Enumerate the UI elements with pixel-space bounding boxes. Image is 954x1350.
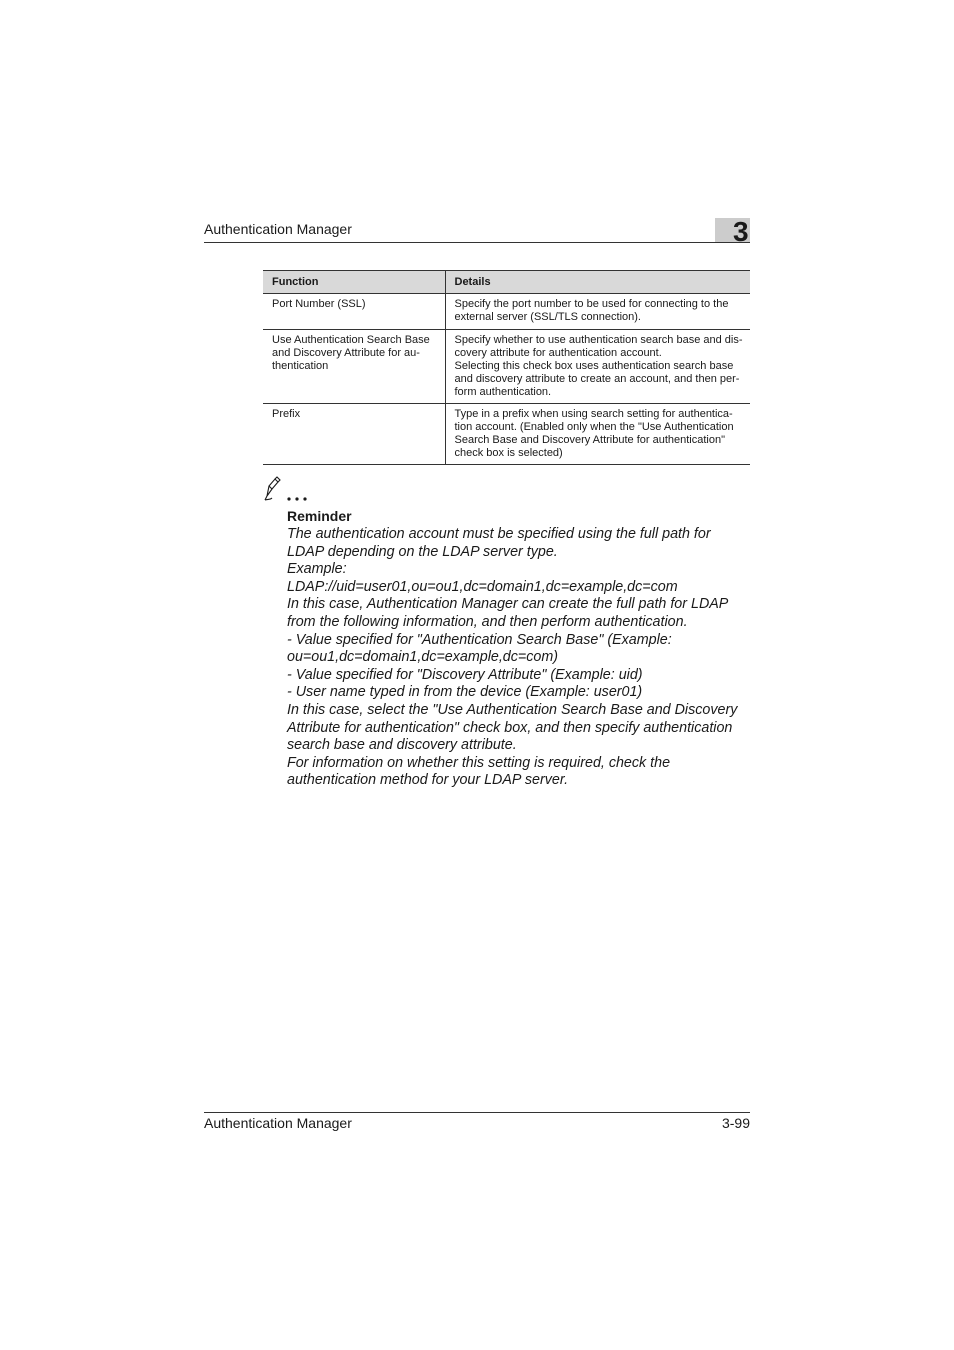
reminder-line: LDAP depending on the LDAP server type. <box>287 543 558 560</box>
details-cell <box>445 404 750 465</box>
details-cell <box>445 294 750 330</box>
function-cell <box>263 330 445 404</box>
cell-line: Prefix <box>272 408 301 420</box>
reminder-line: ou=ou1,dc=domain1,dc=example,dc=com) <box>287 649 559 666</box>
column-header-details: Details <box>445 271 750 294</box>
reminder-line: In this case, select the "Use Authentication Search Base and Discovery <box>287 701 738 718</box>
reminder-line: Attribute for authentication" check box, and then specify authentication <box>287 719 733 736</box>
cell-line: Specify the port number to be used for connecting to the <box>454 298 729 310</box>
column-header-function: Function <box>263 271 445 294</box>
reminder-line: - Value specified for "Discovery Attribute" (Example: uid) <box>287 666 643 683</box>
cell-line: and discovery attribute to create an account, and then per- <box>454 373 740 385</box>
footer-rule <box>204 1112 750 1113</box>
reminder-line: LDAP://uid=user01,ou=ou1,dc=domain1,dc=example,dc=com <box>287 578 678 595</box>
pencil-note-icon <box>264 476 314 504</box>
function-cell <box>263 294 445 330</box>
running-footer-title: Authentication Manager <box>204 1115 352 1131</box>
function-details-table <box>263 270 750 465</box>
cell-line: tion account. (Enabled only when the "Use Authentication <box>454 421 734 433</box>
cell-line: form authentication. <box>454 386 552 398</box>
table-row <box>263 404 750 465</box>
cell-line: Port Number (SSL) <box>272 298 366 310</box>
function-cell <box>263 404 445 465</box>
reminder-line: from the following information, and then perform authentication. <box>287 613 688 630</box>
cell-line: check box is selected) <box>454 447 563 459</box>
reminder-line: search base and discovery attribute. <box>287 737 517 754</box>
reminder-line: - Value specified for "Authentication Search Base" (Example: <box>287 631 672 648</box>
reminder-line: authentication method for your LDAP server. <box>287 772 569 789</box>
reminder-body <box>287 526 757 790</box>
running-header-title: Authentication Manager <box>204 221 352 237</box>
cell-line: covery attribute for authentication account. <box>454 347 662 359</box>
reminder-line: Example: <box>287 561 347 578</box>
cell-line: Use Authentication Search Base <box>272 334 430 346</box>
table-row <box>263 330 750 404</box>
cell-line: Specify whether to use authentication search base and dis- <box>454 334 743 346</box>
cell-line: and Discovery Attribute for au- <box>272 347 420 359</box>
table-header-row <box>263 271 750 294</box>
cell-line: Search Base and Discovery Attribute for authentication" <box>454 434 725 446</box>
cell-line: Type in a prefix when using search setting for authentica- <box>454 408 733 420</box>
details-cell <box>445 330 750 404</box>
reminder-line: The authentication account must be specified using the full path for <box>287 526 711 542</box>
chapter-number: 3 <box>733 216 749 247</box>
reminder-line: - User name typed in from the device (Example: user01) <box>287 684 643 701</box>
cell-line: Selecting this check box uses authentication search base <box>454 360 734 372</box>
table-row <box>263 294 750 330</box>
cell-line: thentication <box>272 360 329 372</box>
reminder-line: In this case, Authentication Manager can create the full path for LDAP <box>287 596 729 613</box>
header-rule <box>204 242 750 243</box>
cell-line: external server (SSL/TLS connection). <box>454 311 641 323</box>
reminder-line: For information on whether this setting is required, check the <box>287 754 671 771</box>
page-number: 3-99 <box>721 1115 750 1131</box>
reminder-title: Reminder <box>287 508 352 524</box>
